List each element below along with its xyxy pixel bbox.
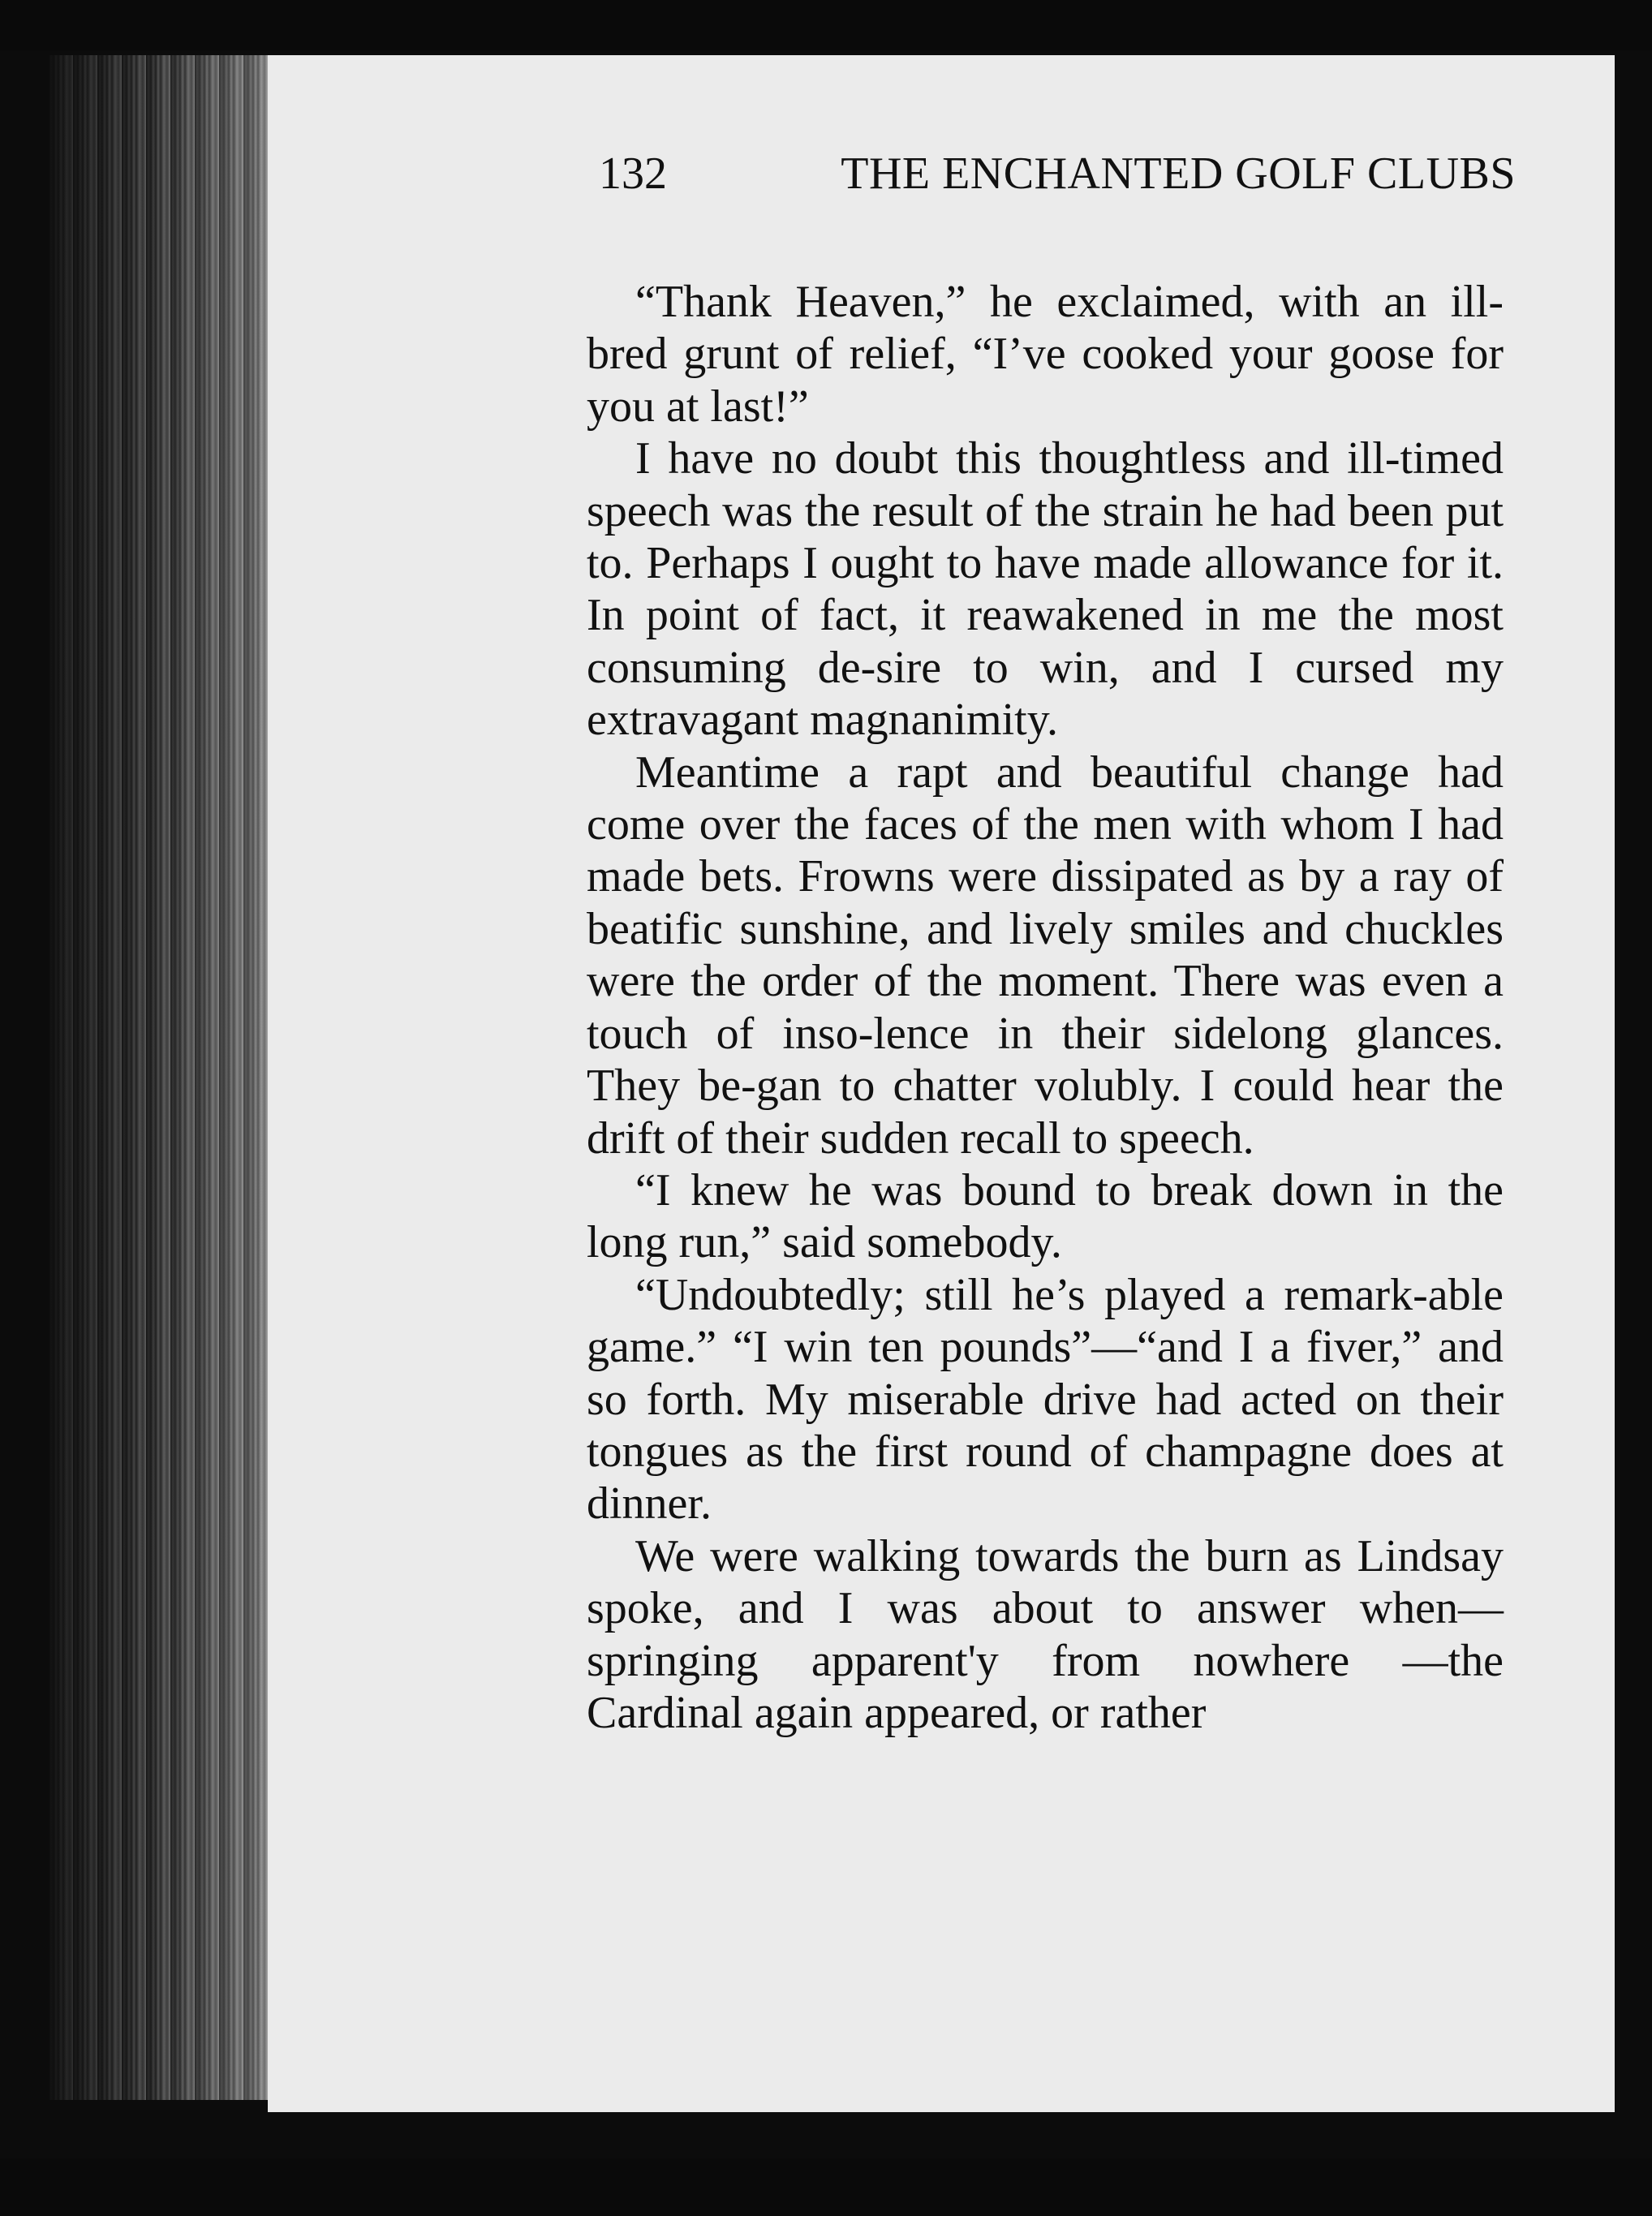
paragraph: We were walking towards the burn as Lindsay spoke, and I was about to answer when—springing apparent'y from nowhere —the Cardinal again appeared, or rather xyxy=(587,1530,1504,1738)
body-text xyxy=(587,276,1504,1739)
page-edges-shadow xyxy=(49,55,284,2100)
page-number: 132 xyxy=(599,148,667,199)
page-header xyxy=(331,148,1516,221)
running-title: THE ENCHANTED GOLF CLUBS xyxy=(841,148,1516,199)
paragraph: “Undoubtedly; still he’s played a remark-able game.” “I win ten pounds”—“and I a fiver,” and so forth. My miserable drive had acted on their tongues as the first round of champagne does at dinner. xyxy=(587,1269,1504,1530)
paragraph: I have no doubt this thoughtless and ill-timed speech was the result of the strain he had been put to. Perhaps I ought to have made allowance for it. In point of fact, it reawakened in me the most consuming de-sire to win, and I cursed my extravagant magnanimity. xyxy=(587,433,1504,746)
paragraph: Meantime a rapt and beautiful change had come over the faces of the men with whom I had made bets. Frowns were dissipated as by a ray of beatific sunshine, and lively smiles and chuckles were the order of the moment. There was even a touch of inso-lence in their sidelong glances. They be-gan to chatter volubly. I could hear the drift of their sudden recall to speech. xyxy=(587,747,1504,1164)
paragraph: “I knew he was bound to break down in the long run,” said somebody. xyxy=(587,1164,1504,1268)
paragraph: “Thank Heaven,” he exclaimed, with an ill-bred grunt of relief, “I’ve cooked your goose for you at last!” xyxy=(587,277,1504,432)
